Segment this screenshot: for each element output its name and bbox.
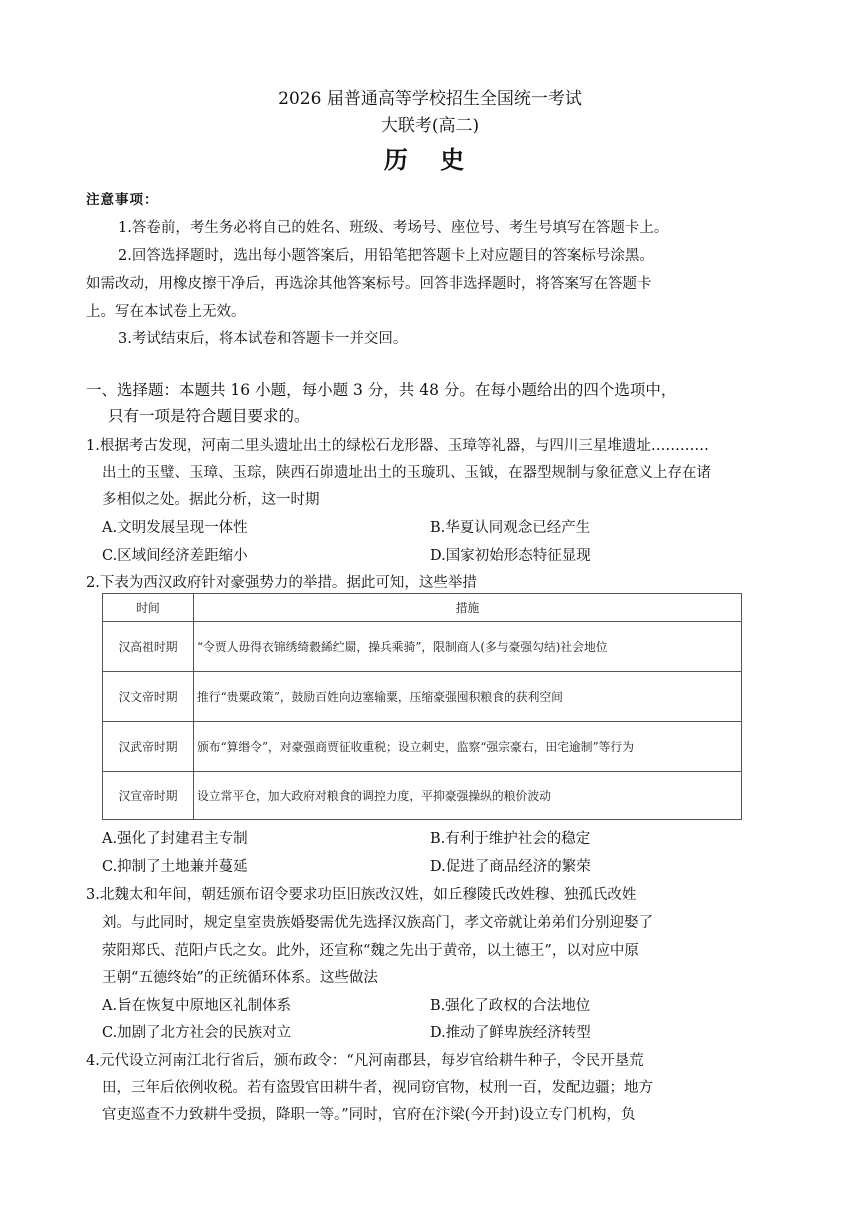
table-cell-measure: 推行“贵粟政策”，鼓励百姓向边塞输粟，压缩豪强囤积粮食的获利空间 xyxy=(194,672,742,722)
q2-table xyxy=(102,593,742,820)
section-heading-cont: 只有一项是符合题目要求的。 xyxy=(108,407,310,425)
q2-option-a: A.强化了封建君主专制 xyxy=(102,831,248,847)
section-heading: 一、选择题：本题共 16 小题，每小题 3 分，共 48 分。在每小题给出的四个选项中， xyxy=(86,381,677,399)
q1-option-d: D.国家初始形态特征显现 xyxy=(430,548,591,564)
notice-item-1: 1.答卷前，考生务必将自己的姓名、班级、考场号、座位号、考生号填写在答题卡上。 xyxy=(118,220,669,236)
table-cell-time: 汉武帝时期 xyxy=(103,722,194,772)
q4-stem-line-2: 田，三年后依例收税。若有盗毁官田耕牛者，视同窃官物，杖刑一百，发配边疆；地方 xyxy=(102,1080,653,1096)
q3-option-d: D.推动了鲜卑族经济转型 xyxy=(430,1025,591,1041)
table-row xyxy=(103,672,742,722)
q3-option-a: A.旨在恢复中原地区礼制体系 xyxy=(102,998,292,1014)
q1-option-a: A.文明发展呈现一体性 xyxy=(102,520,248,536)
q1-stem-line-3: 多相似之处。据此分析，这一时期 xyxy=(102,492,320,508)
q2-stem: 2.下表为西汉政府针对豪强势力的举措。据此可知，这些举措 xyxy=(86,575,477,591)
table-row xyxy=(103,722,742,772)
exam-subtitle: 大联考(高二) xyxy=(380,116,480,136)
notice-item-3: 3.考试结束后，将本试卷和答题卡一并交回。 xyxy=(118,331,408,347)
notice-item-2: 2.回答选择题时，选出每小题答案后，用铅笔把答题卡上对应题目的答案标号涂黑。 xyxy=(118,248,654,264)
table-cell-time: 汉宣帝时期 xyxy=(103,772,194,820)
table-cell-measure: 颁布“算缗令”，对豪强商贾征收重税；设立刺史，监察“强宗豪右，田宅逾制”等行为 xyxy=(194,722,742,772)
q1-option-c: C.区域间经济差距缩小 xyxy=(102,548,248,564)
table-header-row xyxy=(103,594,742,622)
q1-stem-line-2: 出土的玉璧、玉璋、玉琮，陕西石峁遗址出土的玉璇玑、玉钺，在器型规制与象征意义上存在诸 xyxy=(102,465,711,481)
exam-title: 2026 届普通高等学校招生全国统一考试 xyxy=(278,89,582,109)
q4-stem-line-1: 4.元代设立河南江北行省后，颁布政令：“凡河南郡县，每岁官给耕牛种子，令民开垦荒 xyxy=(86,1053,644,1069)
table-cell-time: 汉高祖时期 xyxy=(103,622,194,672)
q3-stem-line-3: 荥阳郑氏、范阳卢氏之女。此外，还宣称“魏之先出于黄帝，以土德王”，以对应中原 xyxy=(102,943,639,959)
q3-stem-line-4: 王朝“五德终始”的正统循环体系。这些做法 xyxy=(102,970,378,986)
subject-title: 历 史 xyxy=(383,145,477,174)
table-cell-time: 汉文帝时期 xyxy=(103,672,194,722)
table-header-measure: 措施 xyxy=(194,594,742,622)
table-row xyxy=(103,772,742,820)
notice-item-2-cont: 如需改动，用橡皮擦干净后，再选涂其他答案标号。回答非选择题时，将答案写在答题卡 xyxy=(86,276,652,292)
q3-stem-line-2: 刘。与此同时，规定皇室贵族婚娶需优先选择汉族高门，孝文帝就让弟弟们分别迎娶了 xyxy=(102,915,653,931)
q1-option-b: B.华夏认同观念已经产生 xyxy=(430,520,591,536)
table-row xyxy=(103,622,742,672)
q3-option-b: B.强化了政权的合法地位 xyxy=(430,998,591,1014)
notice-item-2-end: 上。写在本试卷上无效。 xyxy=(86,304,246,320)
q3-option-c: C.加剧了北方社会的民族对立 xyxy=(102,1025,292,1041)
q2-option-c: C.抑制了土地兼并蔓延 xyxy=(102,859,248,875)
q2-option-d: D.促进了商品经济的繁荣 xyxy=(430,859,591,875)
table-cell-measure: “令贾人毋得衣锦绣绮縠絺纻罽，操兵乘骑”，限制商人(多与豪强勾结)社会地位 xyxy=(194,622,742,672)
q1-stem-line-1: 1.根据考古发现，河南二里头遗址出土的绿松石龙形器、玉璋等礼器，与四川三星堆遗址………… xyxy=(86,438,709,454)
table-header-time: 时间 xyxy=(103,594,194,622)
q3-stem-line-1: 3.北魏太和年间，朝廷颁布诏令要求功臣旧族改汉姓，如丘穆陵氏改姓穆、独孤氏改姓 xyxy=(86,887,637,903)
q2-option-b: B.有利于维护社会的稳定 xyxy=(430,831,591,847)
table-cell-measure: 设立常平仓，加大政府对粮食的调控力度，平抑豪强操纵的粮价波动 xyxy=(194,772,742,820)
q4-stem-line-3: 官吏巡查不力致耕牛受损，降职一等。”同时，官府在汴梁(今开封)设立专门机构，负 xyxy=(102,1107,636,1123)
notice-title: 注意事项： xyxy=(86,192,159,208)
